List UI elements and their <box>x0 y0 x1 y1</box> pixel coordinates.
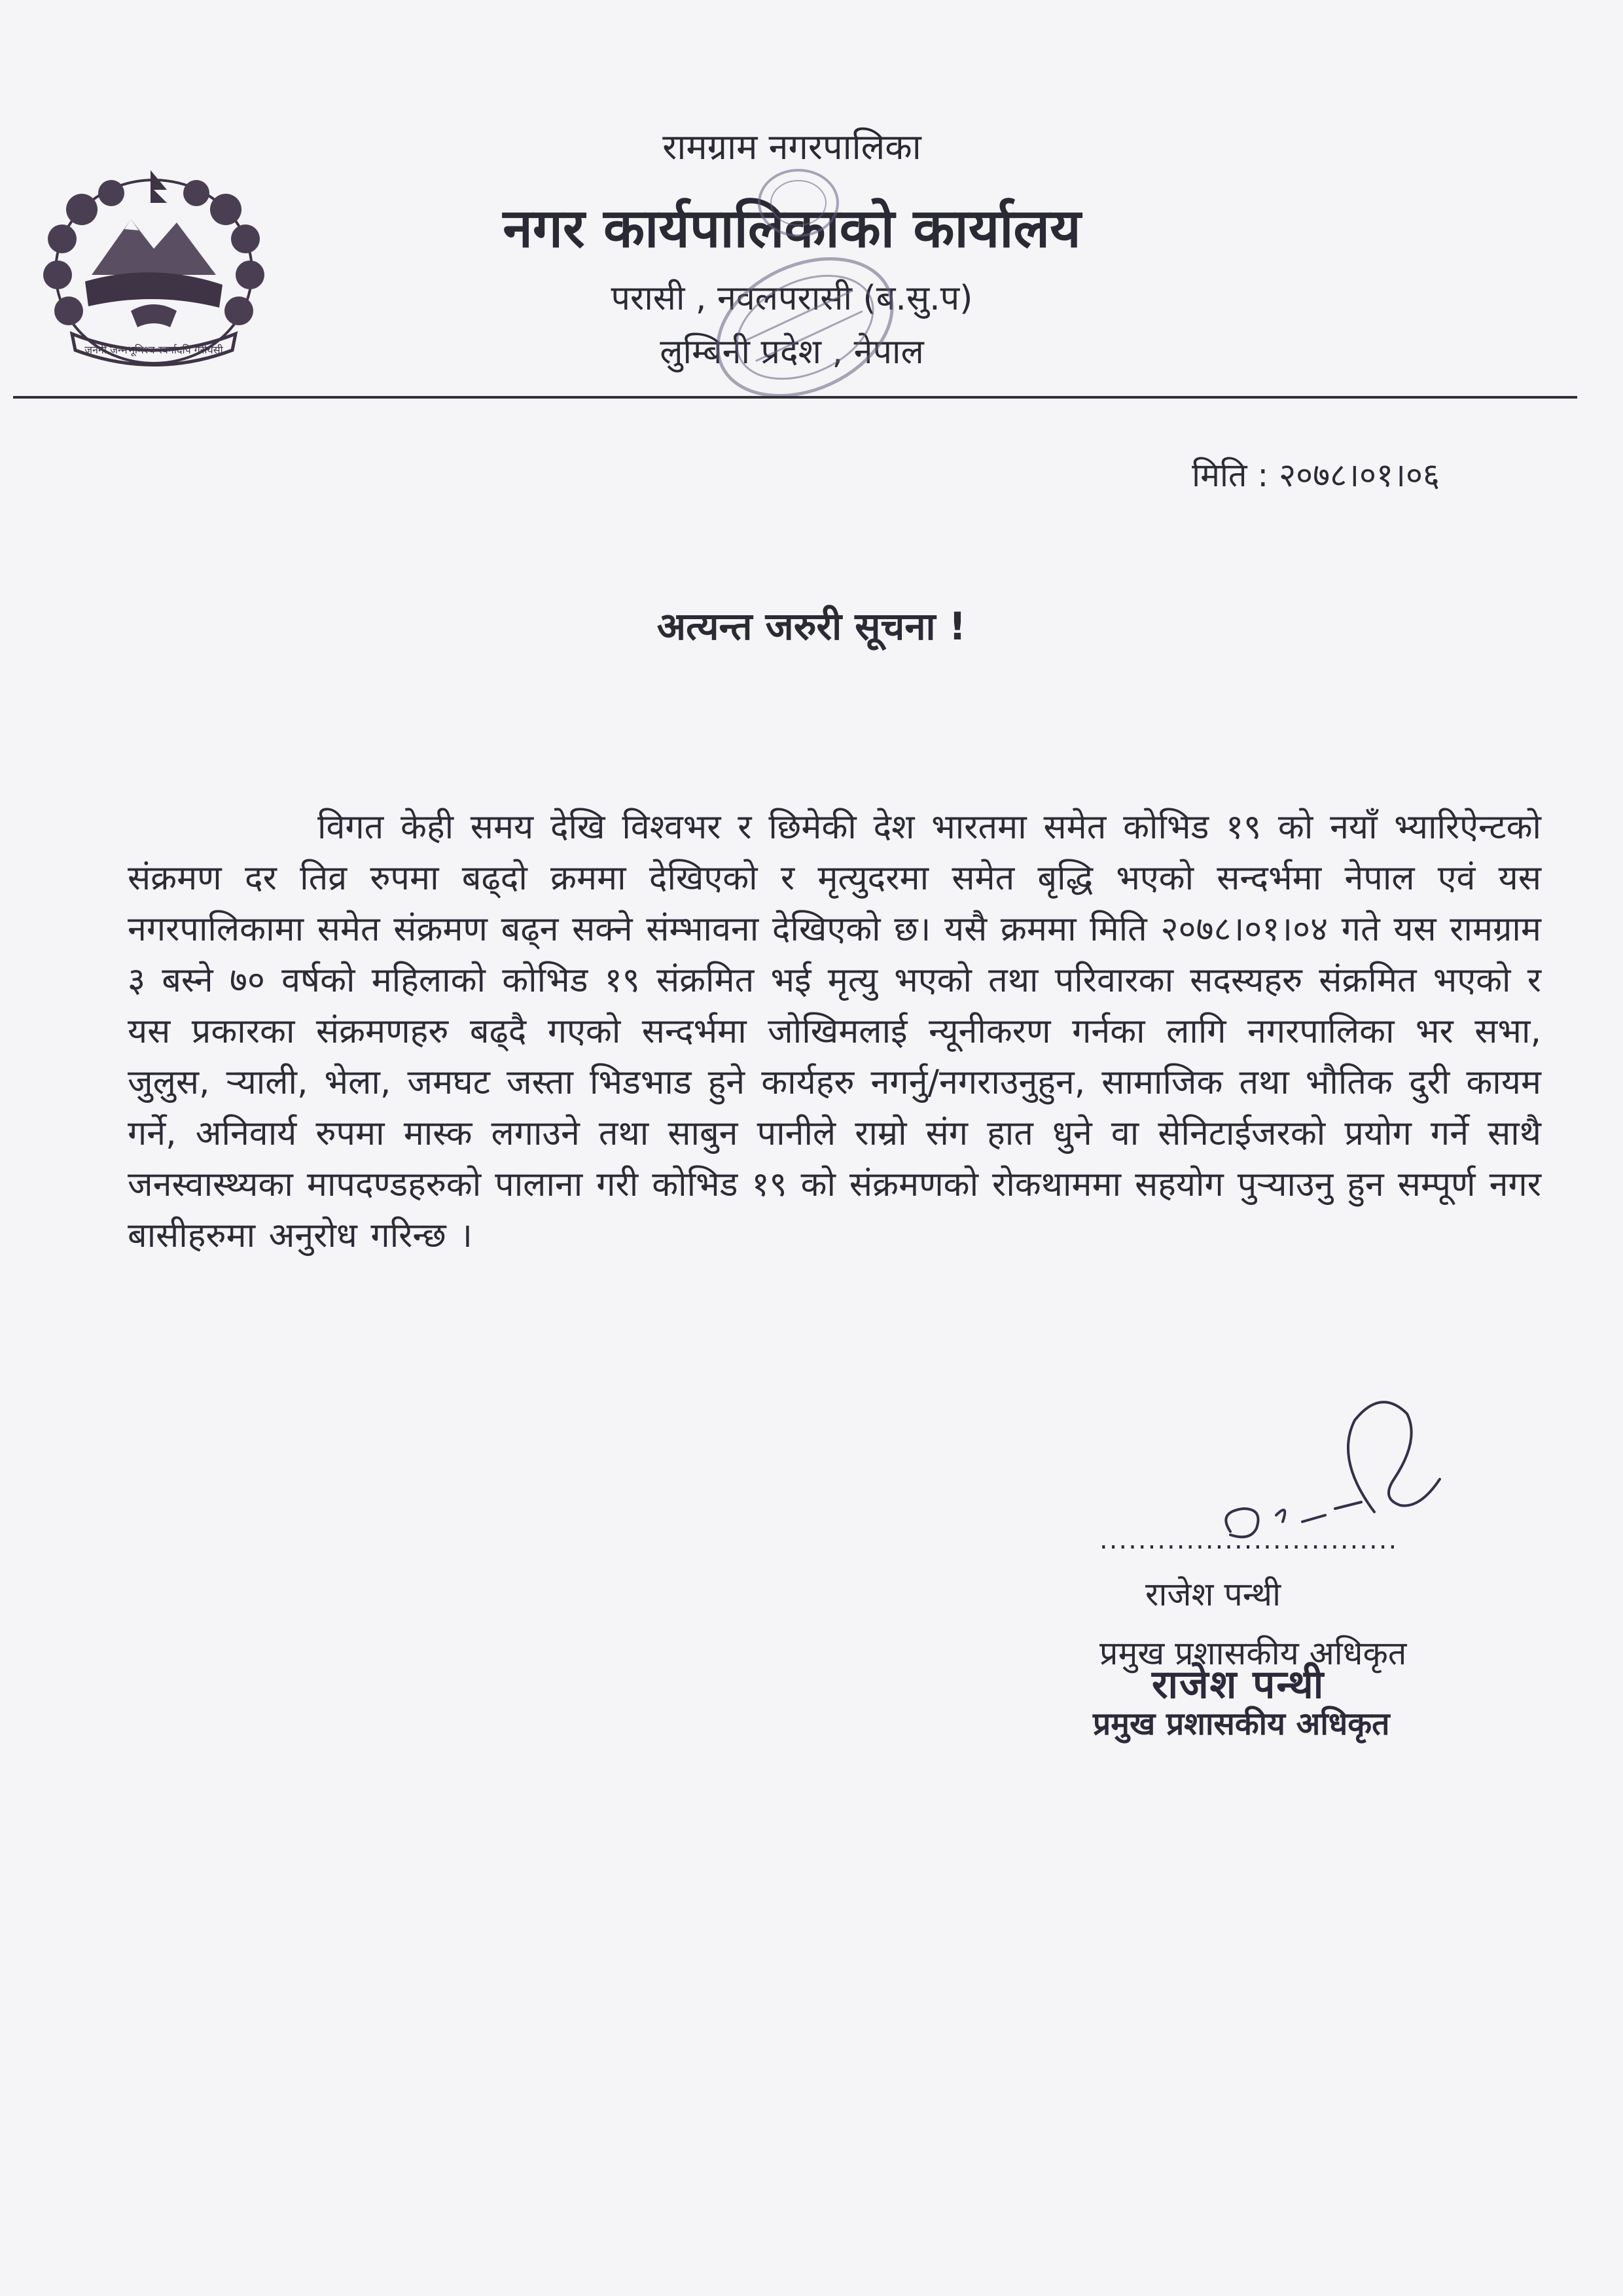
notice-subject: अत्यन्त जरुरी सूचना ! <box>656 604 967 649</box>
signature-line: ............................... <box>1099 1525 1399 1555</box>
address-line-2: लुम्बिनी प्रदेश , नेपाल <box>660 332 924 372</box>
signatory-title: प्रमुख प्रशासकीय अधिकृत <box>1099 1634 1407 1672</box>
svg-text:जननी जन्मभूमिश्च स्वर्गादपि गर: जननी जन्मभूमिश्च स्वर्गादपि गरीयसी <box>84 344 223 356</box>
seal-signatory-title: प्रमुख प्रशासकीय अधिकृत <box>1093 1706 1390 1742</box>
address-line-1: परासी , नवलपरासी (ब.सु.प) <box>611 279 973 318</box>
seal-signatory-name: राजेश पन्थी <box>1152 1662 1325 1708</box>
header-divider <box>13 396 1577 399</box>
municipality-name: रामग्राम नगरपालिका <box>662 126 921 168</box>
office-stamp-icon <box>700 164 910 425</box>
signatory-name: राजेश पन्थी <box>1145 1575 1281 1613</box>
office-title: नगर कार्यपालिकाको कार्यालय <box>503 198 1081 260</box>
nepal-emblem-icon <box>33 157 275 380</box>
notice-body: विगत केही समय देखि विश्वभर र छिमेकी देश भारतमा समेत कोभिड १९ को नयाँ भ्यारिऐन्टको संक्रमण दर तिव्र रुपमा बढ्दो क्रममा देखिएको र मृत्युदरमा समेत बृद्धि भएको सन्दर्भमा नेपाल एवं यस नगरपालिकामा समेत संक्रमण बढ्न सक्ने संम्भावना देखिएको छ। यसै क्रममा मिति २०७८।०१।०४ गते यस रामग्राम ३ बस्ने ७० वर्षको महिलाको कोभिड १९ संक्रमित भई मृत्यु भएको तथा परिवारका सदस्यहरु संक्रमित भएको र यस प्रकारका संक्रमणहरु बढ्दै गएको सन्दर्भमा जोखिमलाई न्यूनीकरण गर्नका लागि नगरपालिका भर सभा, जुलुस, र्‍याली, भेला, जमघट जस्ता भिडभाड हुने कार्यहरु नगर्नु/नगराउनुहुन, सामाजिक तथा भौतिक दुरी कायम गर्ने, अनिवार्य रुपमा मास्क लगाउने तथा साबुन पानीले राम्रो संग हात धुने वा सेनिटाईजरको प्रयोग गर्ने साथै जनस्वास्थ्यका मापदण्डहरुको पालाना गरी कोभिड १९ को संक्रमणको रोकथाममा सहयोग पुर्‍याउनु हुन सम्पूर्ण नगर बासीहरुमा अनुरोध गरिन्छ । <box>128 808 1541 1255</box>
date-line: मिति : २०७८।०१।०६ <box>1192 456 1440 494</box>
